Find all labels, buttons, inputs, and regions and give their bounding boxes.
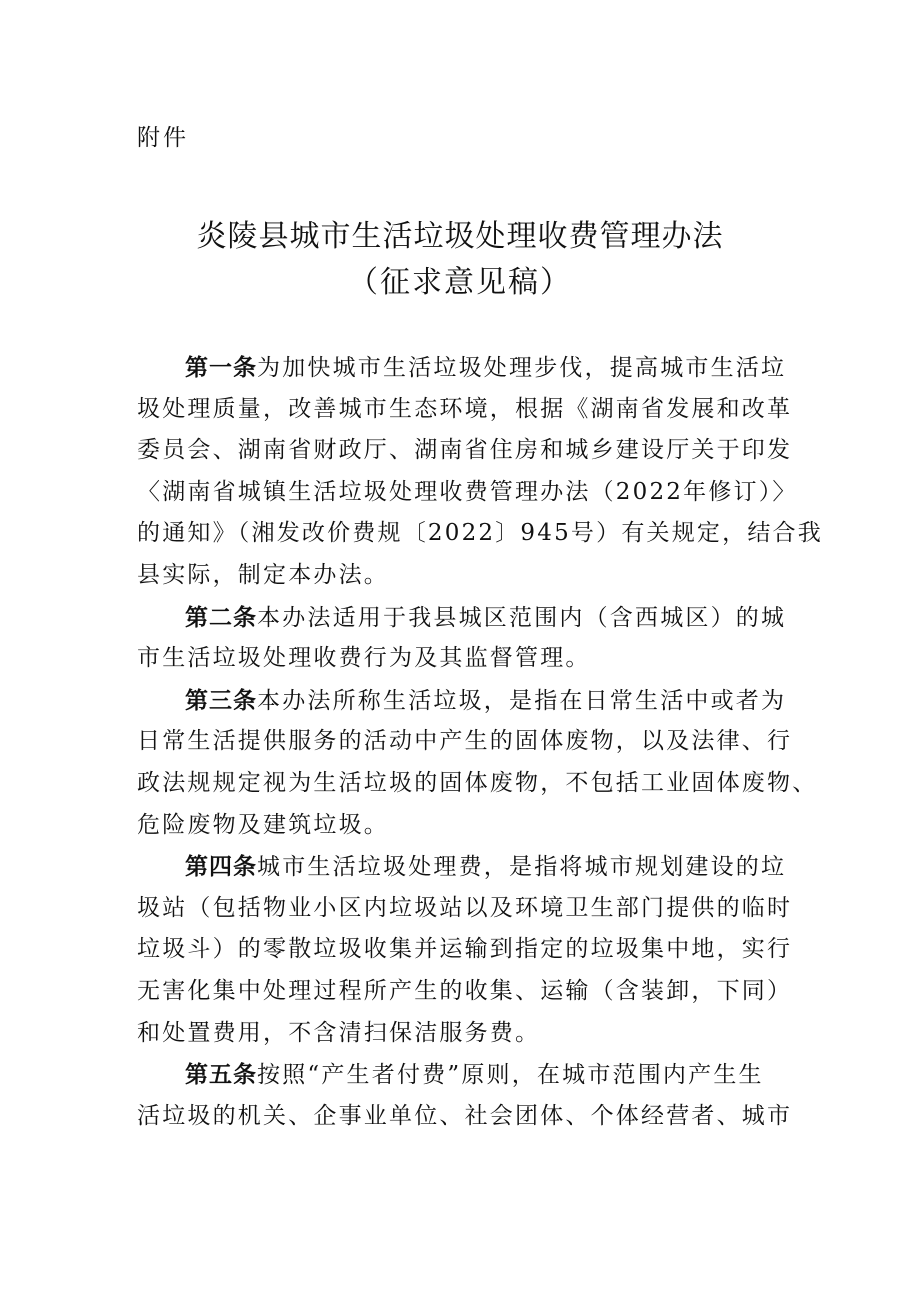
paragraph-line: 委员会、湖南省财政厅、湖南省住房和城乡建设厅关于印发	[137, 437, 793, 464]
paragraph-line	[137, 597, 837, 639]
document-body	[137, 347, 837, 1137]
article-text: 本办法适用于我县城区范围内（含西城区）的城	[257, 604, 787, 631]
paragraph-line: 的通知》（湘发改价费规〔2022〕945号）有关规定，结合我	[137, 520, 823, 547]
article-text: 本办法所称生活垃圾，是指在日常生活中或者为	[257, 687, 787, 714]
paragraph-line: 无害化集中处理过程所产生的收集、运输（含装卸，下同）	[137, 977, 793, 1004]
paragraph-line	[137, 1054, 837, 1096]
document-title: 炎陵县城市生活垃圾处理收费管理办法	[196, 219, 724, 254]
article-1	[137, 347, 837, 597]
paragraph-line: 活垃圾的机关、企事业单位、社会团体、个体经营者、城市	[137, 1102, 793, 1129]
article-5	[137, 1054, 837, 1137]
article-text: 按照“产生者付费”原则，在城市范围内产生生	[257, 1062, 764, 1089]
paragraph-line: 圾站（包括物业小区内垃圾站以及环境卫生部门提供的临时	[137, 894, 793, 921]
paragraph-line: 和处置费用，不含清扫保洁服务费。	[137, 1019, 541, 1046]
document-subtitle: （征求意见稿）	[348, 265, 572, 300]
article-4	[137, 846, 837, 1054]
attachment-label: 附件	[137, 125, 189, 151]
article-2	[137, 597, 837, 680]
paragraph-line: 垃圾斗）的零散垃圾收集并运输到指定的垃圾集中地，实行	[137, 936, 793, 963]
article-heading: 第二条	[185, 603, 257, 631]
paragraph-line: 县实际，制定本办法。	[137, 561, 389, 588]
article-heading: 第一条	[185, 354, 257, 381]
article-heading: 第三条	[185, 686, 257, 714]
article-text: 为加快城市生活垃圾处理步伐，提高城市生活垃	[257, 355, 787, 381]
paragraph-line: 市生活垃圾处理收费行为及其监督管理。	[137, 645, 591, 672]
paragraph-line: 日常生活提供服务的活动中产生的固体废物，以及法律、行	[137, 728, 793, 755]
article-heading: 第五条	[185, 1061, 257, 1089]
paragraph-line	[137, 846, 837, 888]
article-text: 城市生活垃圾处理费，是指将城市规划建设的垃	[257, 854, 787, 881]
article-3	[137, 680, 837, 846]
paragraph-line: 圾处理质量，改善城市生态环境，根据《湖南省发展和改革	[137, 395, 793, 422]
paragraph-line: 〈湖南省城镇生活垃圾处理收费管理办法（2022年修订）〉	[137, 478, 798, 505]
paragraph-line	[137, 680, 837, 722]
paragraph-line: 政法规规定视为生活垃圾的固体废物，不包括工业固体废物、	[137, 769, 818, 796]
paragraph-line	[137, 347, 837, 389]
article-heading: 第四条	[185, 853, 257, 881]
paragraph-line: 危险废物及建筑垃圾。	[137, 811, 389, 838]
